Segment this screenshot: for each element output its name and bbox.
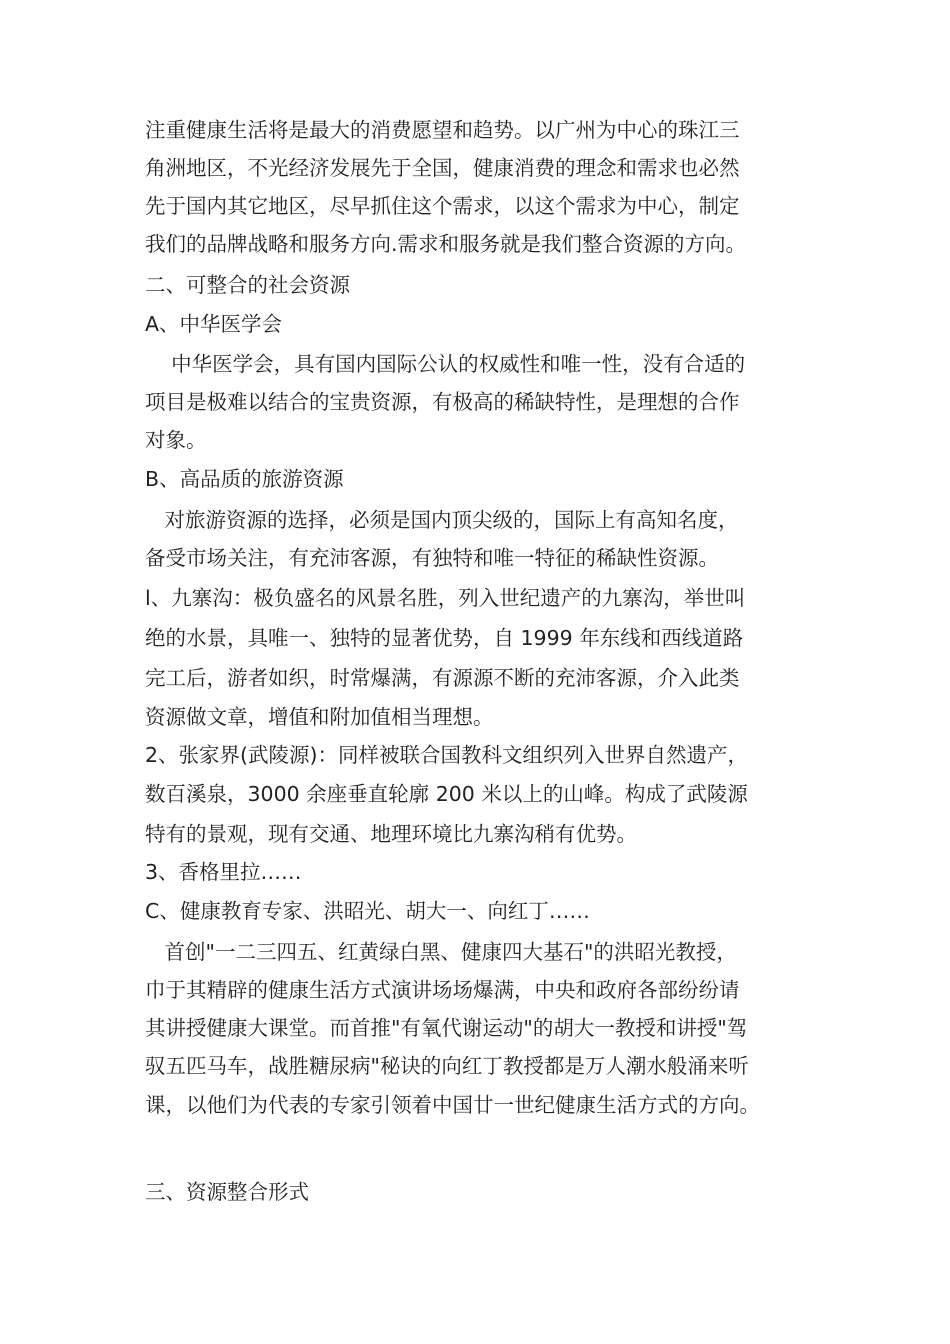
text-line: 备受市场关注，有充沛客源，有独特和唯一特征的稀缺性资源。 bbox=[145, 546, 719, 570]
text-line: 绝的水景，具唯一、独特的显著优势，自 1999 年东线和西线道路 bbox=[145, 626, 744, 650]
section-heading: 三、资源整合形式 bbox=[145, 1180, 309, 1204]
text-line: 注重健康生活将是最大的消费愿望和趋势。以广州为中心的珠江三 bbox=[145, 118, 740, 142]
text-line: 对象。 bbox=[145, 428, 207, 452]
subsection-heading: A、中华医学会 bbox=[145, 312, 283, 336]
text-line: 课，以他们为代表的专家引领着中国廿一世纪健康生活方式的方向。 bbox=[145, 1093, 760, 1117]
text-line: 对旅游资源的选择，必须是国内顶尖级的，国际上有高知名度， bbox=[145, 508, 739, 532]
text-line: 我们的品牌战略和服务方向.需求和服务就是我们整合资源的方向。 bbox=[145, 232, 747, 256]
text-line: 巾于其精辟的健康生活方式演讲场场爆满，中央和政府各部纷纷请 bbox=[145, 978, 740, 1002]
subsection-heading: C、健康教育专家、洪昭光、胡大一、向红丁…… bbox=[145, 899, 590, 923]
list-item: 3、香格里拉…… bbox=[145, 860, 302, 884]
text-line: 驭五匹马车，战胜糖尿病"秘诀的向红丁教授都是万人潮水般涌来听 bbox=[145, 1054, 749, 1078]
subsection-heading: B、高品质的旅游资源 bbox=[145, 467, 344, 491]
list-item: l、九寨沟：极负盛名的风景名胜，列入世纪遗产的九寨沟，举世叫 bbox=[145, 586, 746, 610]
text-line: 数百溪泉，3000 余座垂直轮廓 200 米以上的山峰。构成了武陵源 bbox=[145, 782, 748, 806]
text-line: 项目是极难以结合的宝贵资源，有极高的稀缺特性，是理想的合作 bbox=[145, 390, 740, 414]
text-line: 首创"一二三四五、红黄绿白黑、健康四大基石"的洪昭光教授， bbox=[145, 940, 737, 964]
text-line: 先于国内其它地区，尽早抓住这个需求，以这个需求为中心，制定 bbox=[145, 194, 740, 218]
list-item: 2、张家界(武陵源)：同样被联合国教科文组织列入世界自然遗产， bbox=[145, 743, 749, 767]
text-line: 资源做文章，增值和附加值相当理想。 bbox=[145, 705, 494, 729]
section-heading: 二、可整合的社会资源 bbox=[145, 273, 350, 297]
text-line: 其讲授健康大课堂。而首推"有氧代谢运动"的胡大一教授和讲授"驾 bbox=[145, 1016, 748, 1040]
text-line: 特有的景观，现有交通、地理环境比九寨沟稍有优势。 bbox=[145, 822, 637, 846]
text-line: 角洲地区，不光经济发展先于全国，健康消费的理念和需求也必然 bbox=[145, 156, 740, 180]
text-line: 中华医学会，具有国内国际公认的权威性和唯一性，没有合适的 bbox=[145, 352, 746, 376]
text-line: 完工后，游者如织，时常爆满，有源源不断的充沛客源，介入此类 bbox=[145, 666, 740, 690]
